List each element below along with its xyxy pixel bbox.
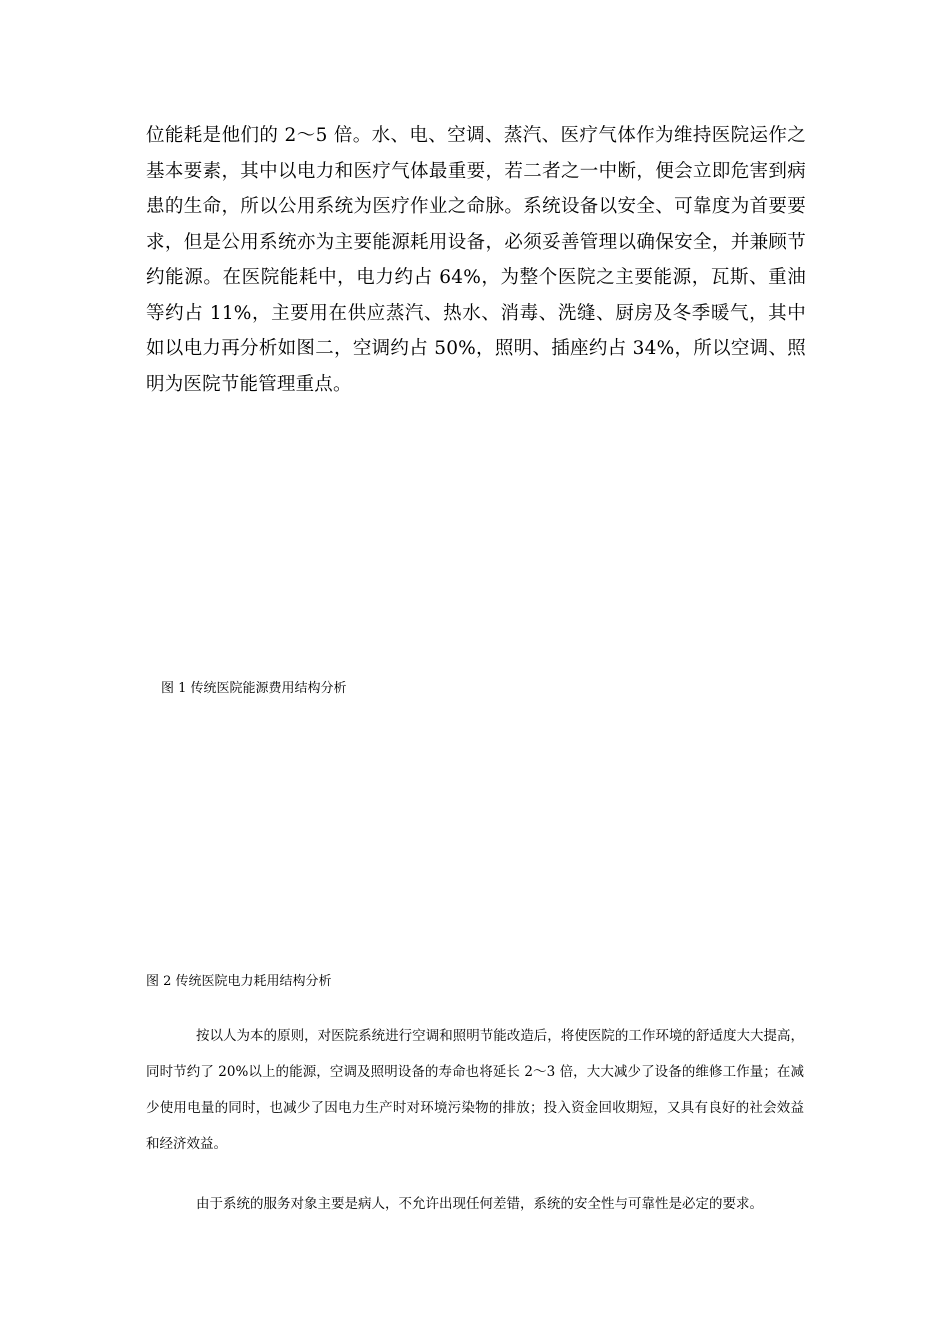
- figure-2-caption: 图 2 传统医院电力耗用结构分析: [146, 974, 332, 989]
- body-paragraph-energy-consumption: 位能耗是他们的 2～5 倍。水、电、空调、蒸汽、医疗气体作为维持医院运作之基本要素，其中以电力和医疗气体最重要，若二者之一中断，便会立即危害到病患的生命，所以公用系统为医疗作业之命脉。系统设备以安全、可靠度为首要要求，但是公用系统亦为主要能源耗用设备，必须妥善管理以确保安全，并兼顾节约能源。在医院能耗中，电力约占 64%，为整个医院之主要能源，瓦斯、重油等约占 11%，主要用在供应蒸汽、热水、消毒、洗缝、厨房及冬季暖气，其中如以电力再分析如图二，空调约占 50%，照明、插座约占 34%，所以空调、照明为医院节能管理重点。: [146, 125, 806, 395]
- body-paragraph-safety-reliability: 由于系统的服务对象主要是病人，不允许出现任何差错，系统的安全性与可靠性是必定的要求。: [196, 1196, 763, 1212]
- figure-1-caption: 图 1 传统医院能源费用结构分析: [161, 681, 347, 696]
- figure-1-blank-area: [146, 420, 806, 670]
- body-paragraph-retrofit-benefits: 按以人为本的原则，对医院系统进行空调和照明节能改造后，将使医院的工作环境的舒适度大大提高，同时节约了 20%以上的能源，空调及照明设备的寿命也将延长 2～3 倍，大大减少了设备的维修工作量；在减少使用电量的同时，也减少了因电力生产时对环境污染物的排放；投入资金回收期短，又具有良好的社会效益和经济效益。: [146, 1028, 804, 1152]
- figure-2-blank-area: [146, 715, 806, 965]
